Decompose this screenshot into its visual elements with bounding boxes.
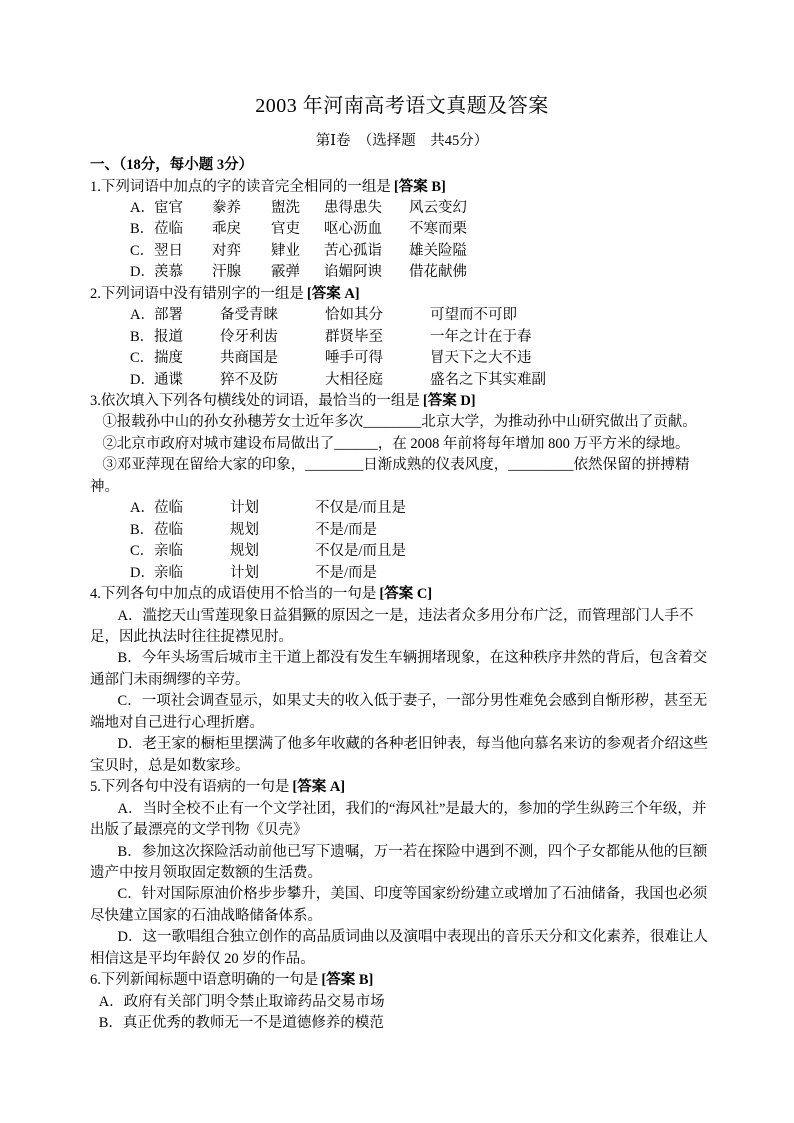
question-5-stem (90, 777, 714, 798)
option-word: 不是/而是 (315, 564, 378, 581)
question-6-stem-text: 6.下列新闻标题中语意明确的一句是 (90, 972, 319, 989)
question-6 (90, 970, 714, 1034)
question-4-answer-badge: [答案 C] (379, 586, 433, 603)
option-word: 豢养 (212, 199, 241, 216)
option-word: 规划 (230, 521, 259, 538)
option-text: 参加这次探险活动前他已写下遗嘱，万一若在探险中遇到不测，四个子女都能从他的巨额遗产中按月领取固定数额的生活费。 (90, 843, 708, 881)
option-word: 患得患失 (324, 199, 382, 216)
option-word: 官吏 (271, 221, 300, 238)
option-word: 亲临 (154, 543, 183, 560)
option-word: 备受青睐 (220, 307, 278, 324)
question-5-answer-badge: [答案 A] (292, 779, 346, 796)
option-word: 苦心孤诣 (324, 242, 382, 259)
question-1-option-c (90, 241, 714, 262)
option-word: 规划 (230, 543, 259, 560)
option-label: A． (98, 993, 124, 1010)
option-word: 伶牙利齿 (220, 328, 278, 345)
option-word: 不仅是/而且是 (315, 543, 407, 560)
question-1-stem-text: 1.下列词语中加点的字的读音完全相同的一组是 (90, 178, 391, 195)
option-text: 滥挖天山雪莲现象日益猖獗的原因之一是，违法者众多用分布广泛，而管理部门人手不足，因此执法时往往捉襟见肘。 (90, 607, 694, 646)
option-label: A． (130, 199, 155, 216)
option-word: 风云变幻 (409, 199, 467, 216)
option-label: C． (130, 242, 155, 259)
option-label: C． (130, 543, 155, 560)
option-word: 亲临 (154, 564, 183, 581)
question-3-option-b (90, 520, 714, 541)
question-2-option-c (90, 348, 714, 369)
question-2-option-a (90, 305, 714, 326)
option-word: 恰如其分 (325, 307, 383, 324)
question-4-stem (90, 584, 714, 605)
option-word: 不寒而栗 (409, 221, 467, 238)
option-word: 可望而不可即 (430, 307, 517, 324)
option-label: B． (117, 843, 142, 860)
question-3-sentence-2: ②北京市政府对城市建设布局做出了______，在 2008 年前将每年增加 800 万平方米的绿地。 (102, 435, 690, 452)
option-text: 老王家的橱柜里摆满了他多年收藏的各种老旧钟表，每当他向慕名来访的参观者介绍这些宝贝时，总是如数家珍。 (90, 736, 709, 774)
question-6-answer-badge: [答案 B] (321, 972, 374, 989)
question-3-option-d (90, 563, 714, 584)
question-3-stem (90, 391, 714, 412)
page-title: 2003 年河南高考语文真题及答案 (255, 95, 549, 117)
option-word: 大相径庭 (325, 371, 383, 388)
option-word: 报道 (154, 328, 183, 345)
question-3-option-a (90, 498, 714, 519)
option-label: B． (117, 650, 142, 667)
option-word: 羡慕 (154, 264, 183, 281)
question-5-option-b (90, 842, 714, 885)
question-4-option-c (90, 691, 714, 734)
option-word: 计划 (230, 564, 259, 581)
option-word: 霰弹 (271, 264, 300, 281)
option-text: 政府有关部门明令禁止取谛药品交易市场 (123, 993, 385, 1010)
question-1-option-b (90, 219, 714, 240)
option-word: 肄业 (271, 242, 300, 259)
option-word: 呕心沥血 (324, 221, 382, 238)
option-word: 盥洗 (271, 199, 300, 216)
option-word: 唾手可得 (325, 350, 383, 367)
option-word: 谄媚阿谀 (324, 264, 382, 281)
question-5-option-d (90, 927, 714, 970)
option-word: 冒天下之大不违 (430, 350, 532, 367)
question-2-option-d (90, 370, 714, 391)
option-word: 一年之计在于春 (430, 328, 532, 345)
option-label: A． (117, 607, 143, 624)
option-word: 乖戾 (212, 221, 241, 238)
question-5-stem-text: 5.下列各句中没有语病的一句是 (90, 779, 290, 796)
question-4-option-b (90, 648, 714, 691)
question-6-stem (90, 970, 714, 991)
question-4-option-d (90, 734, 714, 777)
question-4-option-a (90, 606, 714, 649)
question-4 (90, 584, 714, 777)
option-word: 借花献佛 (409, 264, 467, 281)
option-label: D． (117, 736, 143, 753)
option-label: D． (130, 264, 155, 281)
option-label: A． (130, 307, 155, 324)
option-label: D． (130, 371, 155, 388)
option-label: B． (130, 328, 155, 345)
option-word: 莅临 (154, 221, 183, 238)
option-word: 对弈 (212, 242, 241, 259)
option-word: 通谍 (154, 371, 183, 388)
option-label: B． (130, 521, 155, 538)
question-2-answer-badge: [答案 A] (306, 285, 360, 302)
option-text: 针对国际原油价格步步攀升，美国、印度等国家纷纷建立或增加了石油储备，我国也必须尽快建立国家的石油战略储备体系。 (90, 886, 708, 924)
question-3 (90, 391, 714, 584)
question-2 (90, 284, 714, 391)
option-label: A． (130, 500, 155, 517)
question-3-stem-text: 3.依次填入下列各句横线处的词语，最恰当的一组是 (90, 393, 420, 410)
question-1-stem (90, 177, 714, 198)
option-word: 莅临 (154, 500, 183, 517)
question-3-sentence-3: ③邓亚萍现在留给大家的印象，________日渐成熟的仪表风度，_________依然保留的拼搏精神。 (90, 457, 690, 495)
option-text: 这一歌唱组合独立创作的高品质词曲以及演唱中表现出的音乐天分和文化素养，很难让人相信这是平均年龄仅 20 岁的作品。 (90, 929, 709, 967)
option-label: D． (117, 929, 143, 946)
section-heading: 一、（18分，每小题 3分） (90, 157, 254, 174)
option-word: 计划 (230, 500, 259, 517)
question-5-option-a (90, 799, 714, 842)
question-3-option-c (90, 541, 714, 562)
question-2-stem-text: 2.下列词语中没有错别字的一组是 (90, 285, 304, 302)
option-word: 揣度 (154, 350, 183, 367)
option-text: 当时全校不止有一个文学社团，我们的“海风社”是最大的，参加的学生纵跨三个年级，并出版了最漂亮的文学刊物《贝壳》 (90, 800, 707, 839)
option-text: 今年头场雪后城市主干道上都没有发生车辆拥堵现象，在这种秩序井然的背后，包含着交通部门未雨绸缪的辛劳。 (90, 650, 708, 688)
option-word: 盛名之下其实难副 (430, 371, 546, 388)
question-4-stem-text: 4.下列各句中加点的成语使用不恰当的一句是 (90, 586, 377, 603)
option-word: 莅临 (154, 521, 183, 538)
question-2-stem (90, 284, 714, 305)
option-word: 共商国是 (220, 350, 278, 367)
option-word: 宦官 (154, 199, 183, 216)
option-word: 不是/而是 (315, 521, 378, 538)
question-1-option-d (90, 262, 714, 283)
option-text: 真正优秀的教师无一不是道德修养的模范 (122, 1015, 384, 1032)
option-word: 不仅是/而且是 (315, 500, 407, 517)
question-3-sentence-1: ①报载孙中山的孙女孙穗芳女士近年多次________北京大学，为推动孙中山研究做出了贡献。 (102, 414, 697, 431)
option-text: 一项社会调查显示，如果丈夫的收入低于妻子，一部分男性难免会感到自惭形秽，甚至无端地对自己进行心理折磨。 (90, 693, 708, 731)
option-label: C． (117, 886, 142, 903)
option-label: D． (130, 564, 155, 581)
question-5-option-c (90, 884, 714, 927)
option-label: C． (130, 350, 155, 367)
question-1-answer-badge: [答案 B] (393, 178, 446, 195)
option-word: 猝不及防 (220, 371, 278, 388)
option-label: C． (117, 693, 142, 710)
exam-subtitle: 第Ⅰ卷 （选择题 共45分） (315, 132, 489, 149)
question-6-option-b (90, 1013, 714, 1034)
question-3-answer-badge: [答案 D] (422, 393, 476, 410)
option-label: B． (130, 221, 155, 238)
option-word: 雄关险隘 (409, 242, 467, 259)
option-label: B． (98, 1015, 123, 1032)
question-2-option-b (90, 327, 714, 348)
question-5 (90, 777, 714, 970)
option-word: 汗腺 (212, 264, 241, 281)
option-word: 群贤毕至 (325, 328, 383, 345)
option-word: 部署 (154, 307, 183, 324)
option-word: 翌日 (154, 242, 183, 259)
question-1-option-a (90, 198, 714, 219)
option-label: A． (117, 800, 143, 817)
question-1 (90, 177, 714, 284)
question-6-option-a (90, 992, 714, 1013)
